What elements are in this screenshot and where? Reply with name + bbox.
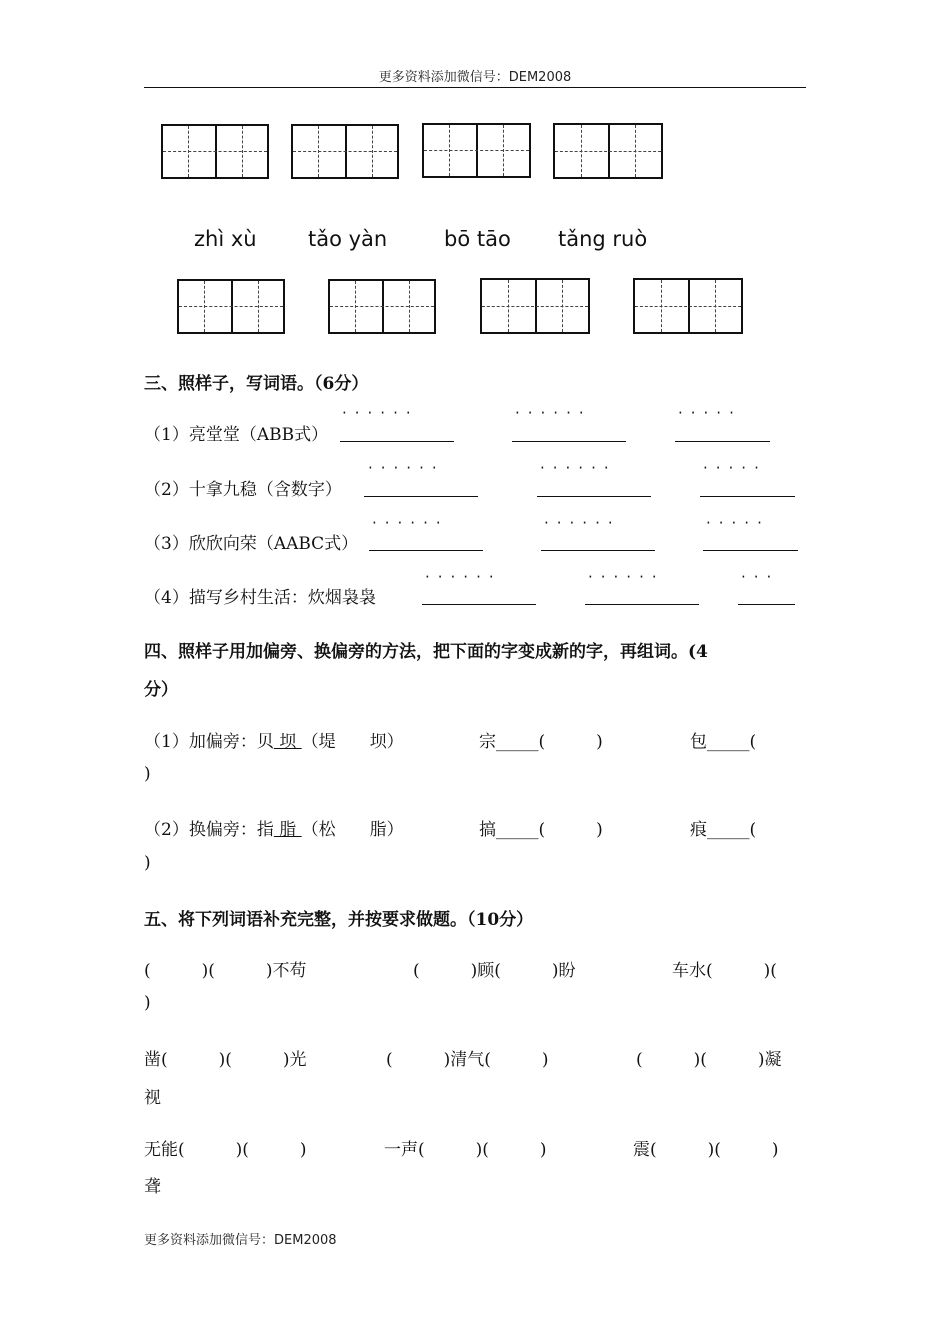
question-hen[interactable]: 痕_____( bbox=[690, 820, 757, 840]
line-wrap: 聋 bbox=[144, 1177, 161, 1197]
emphasis-dots: ··· bbox=[741, 568, 780, 586]
idiom-blank[interactable]: ( )清气( ) bbox=[386, 1050, 549, 1070]
header-rule bbox=[144, 87, 806, 88]
writing-box[interactable] bbox=[328, 279, 436, 334]
writing-box[interactable] bbox=[633, 278, 743, 334]
line-wrap: 视 bbox=[144, 1088, 161, 1108]
emphasis-dots: ······ bbox=[515, 404, 592, 422]
idiom-blank[interactable]: 凿( )( )光 bbox=[144, 1050, 307, 1070]
answer-blank[interactable] bbox=[675, 441, 770, 442]
emphasis-dots: ······ bbox=[425, 568, 502, 586]
answer-blank[interactable] bbox=[585, 604, 699, 605]
emphasis-dots: ······ bbox=[372, 514, 449, 532]
writing-box[interactable] bbox=[177, 279, 285, 334]
idiom-blank[interactable]: 一声( )( ) bbox=[384, 1140, 547, 1160]
section-4-row-2 bbox=[144, 815, 404, 840]
answer-blank[interactable] bbox=[700, 496, 795, 497]
writing-box[interactable] bbox=[291, 124, 399, 179]
answer-blank[interactable] bbox=[369, 550, 483, 551]
line-wrap: ) bbox=[144, 853, 151, 873]
pinyin-2: tǎo yàn bbox=[308, 227, 388, 251]
answer-blank[interactable] bbox=[364, 496, 478, 497]
answer-blank[interactable] bbox=[537, 496, 651, 497]
row-prefix: （2）换偏旁：指 bbox=[144, 820, 274, 840]
page-header: 更多资料添加微信号：DEM2008 bbox=[378, 70, 572, 85]
question-zong[interactable]: 宗_____( ) bbox=[479, 732, 603, 752]
section-3-item-2: （2）十拿九稳（含数字） bbox=[144, 480, 342, 500]
page-footer: 更多资料添加微信号：DEM2008 bbox=[144, 1233, 337, 1248]
writing-box[interactable] bbox=[480, 278, 590, 334]
idiom-blank[interactable]: 震( )( ) bbox=[633, 1140, 779, 1160]
emphasis-dots: ····· bbox=[678, 404, 742, 422]
section-3-item-4: （4）描写乡村生活：炊烟袅袅 bbox=[144, 588, 376, 608]
question-bao[interactable]: 包_____( bbox=[690, 732, 757, 752]
emphasis-dots: ······ bbox=[544, 514, 621, 532]
writing-box[interactable] bbox=[161, 124, 269, 179]
line-wrap: ) bbox=[144, 993, 151, 1013]
line-wrap: ) bbox=[144, 764, 151, 784]
answer-blank[interactable] bbox=[703, 550, 798, 551]
section-3-item-3: （3）欣欣向荣（AABC式） bbox=[144, 534, 359, 554]
example-word: （堤 坝） bbox=[301, 732, 404, 752]
writing-box[interactable] bbox=[422, 123, 531, 178]
idiom-blank[interactable]: ( )顾( )盼 bbox=[413, 961, 576, 981]
idiom-blank[interactable]: 车水( )( bbox=[672, 961, 777, 981]
section-4-title: 四、照样子用加偏旁、换偏旁的方法，把下面的字变成新的字，再组词。(4 bbox=[144, 642, 708, 662]
section-5-title: 五、将下列词语补充完整，并按要求做题。（10分） bbox=[144, 910, 534, 930]
section-3-item-1: （1）亮堂堂（ABB式） bbox=[144, 425, 329, 445]
answer-blank[interactable] bbox=[541, 550, 655, 551]
row-prefix: （1）加偏旁：贝 bbox=[144, 732, 274, 752]
emphasis-dots: ······ bbox=[342, 404, 419, 422]
pinyin-3: bō tāo bbox=[444, 227, 511, 251]
emphasis-dots: ······ bbox=[588, 568, 665, 586]
example-char: 坝 bbox=[273, 732, 302, 752]
example-word: （松 脂） bbox=[301, 820, 404, 840]
section-4-title-cont: 分） bbox=[144, 680, 178, 700]
idiom-blank[interactable]: ( )( )凝 bbox=[636, 1050, 782, 1070]
example-char: 脂 bbox=[273, 820, 302, 840]
emphasis-dots: ······ bbox=[368, 459, 445, 477]
idiom-blank[interactable]: ( )( )不苟 bbox=[144, 961, 307, 981]
pinyin-1: zhì xù bbox=[194, 227, 257, 251]
emphasis-dots: ····· bbox=[706, 514, 770, 532]
question-gao[interactable]: 搞_____( ) bbox=[479, 820, 603, 840]
answer-blank[interactable] bbox=[422, 604, 536, 605]
answer-blank[interactable] bbox=[340, 441, 454, 442]
section-4-row-1 bbox=[144, 727, 404, 752]
idiom-blank[interactable]: 无能( )( ) bbox=[144, 1140, 307, 1160]
answer-blank[interactable] bbox=[738, 604, 795, 605]
pinyin-4: tǎng ruò bbox=[558, 227, 648, 251]
emphasis-dots: ······ bbox=[540, 459, 617, 477]
emphasis-dots: ····· bbox=[703, 459, 767, 477]
section-3-title: 三、照样子，写词语。（6分） bbox=[144, 374, 369, 394]
answer-blank[interactable] bbox=[512, 441, 626, 442]
writing-box[interactable] bbox=[553, 123, 663, 179]
